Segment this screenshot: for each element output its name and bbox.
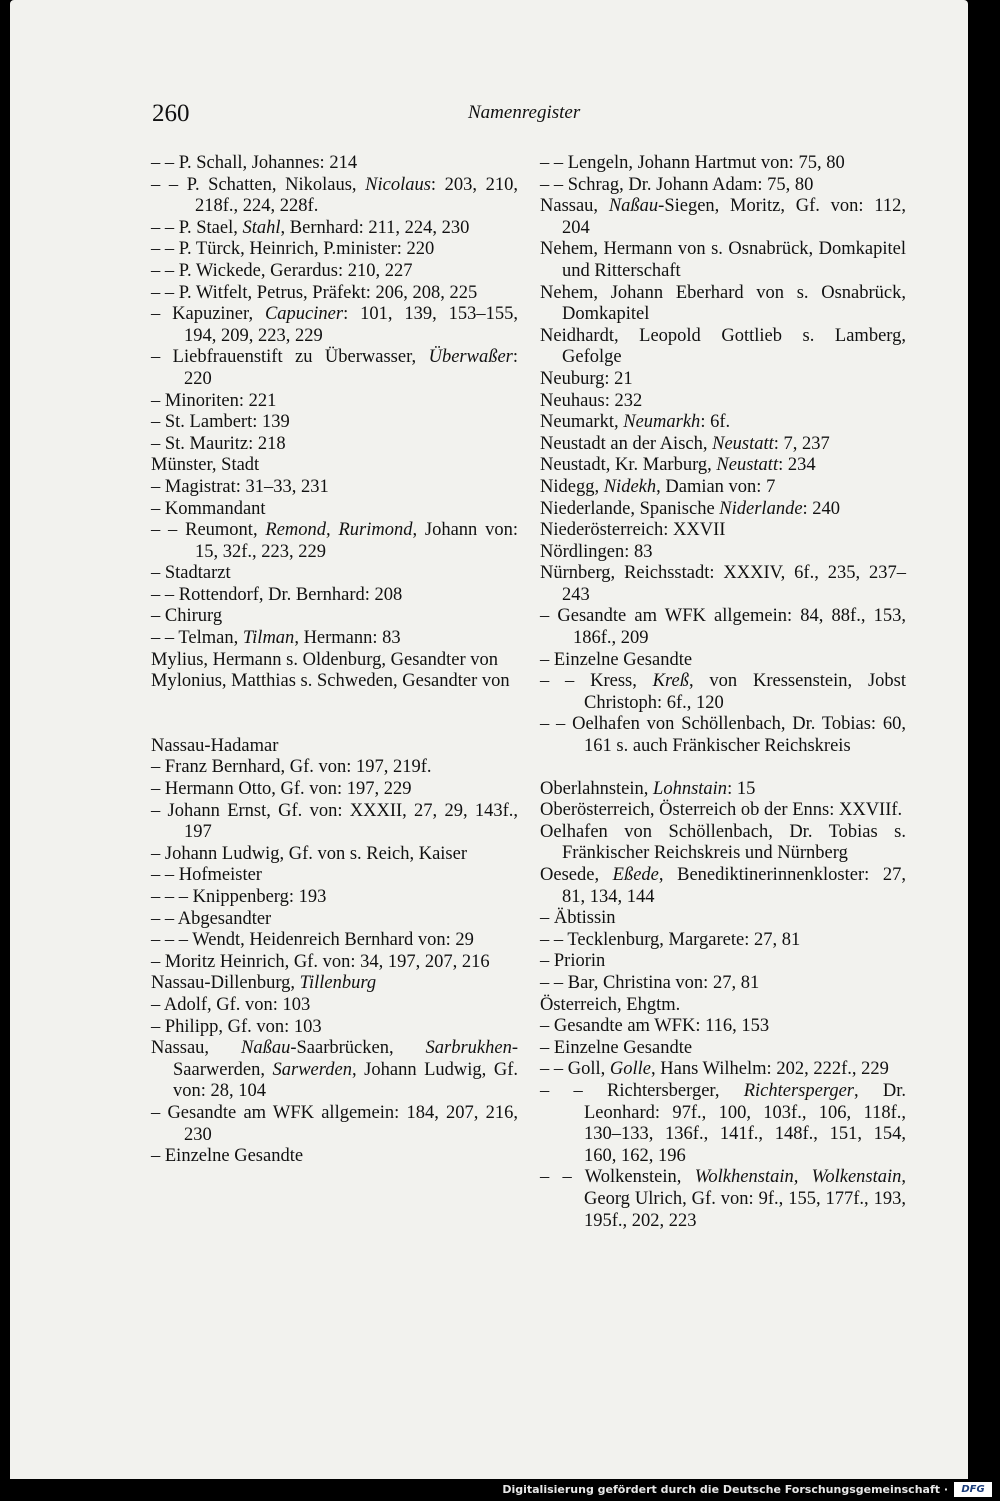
dfg-logo: DFG (954, 1482, 992, 1497)
index-subentry: – Kommandant (151, 498, 266, 519)
index-subentry: – – P. Schall, Johannes: 214 (151, 153, 358, 173)
index-subentry: – – Rottendorf, Dr. Bernhard: 208 (151, 584, 403, 605)
running-head: Namenregister (468, 102, 581, 123)
index-subentry: – – Reumont, Remond, Rurimond, Johann von: 15, 32f., 223, 229 (151, 520, 518, 562)
index-subentry: – – Abgesandter (151, 908, 272, 929)
index-subentry: – St. Lambert: 139 (151, 412, 290, 433)
digitization-footer (0, 1479, 1000, 1501)
index-heading: Neidhardt, Leopold Gottlieb s. Lamberg, Gefolge (540, 325, 906, 368)
index-subentry: – Magistrat: 31–33, 231 (151, 476, 329, 497)
index-heading: Neumarkt, Neumarkh: 6f. (540, 412, 731, 433)
index-heading: Oberösterreich, Österreich ob der Enns: XXVIIf. (540, 800, 903, 821)
index-heading: Nassau, Naßau-Siegen, Moritz, Gf. von: 112, 204 (540, 196, 906, 238)
index-column-right (540, 153, 906, 1232)
index-subentry: – Philipp, Gf. von: 103 (151, 1016, 322, 1037)
index-subentry: – Priorin (540, 951, 606, 972)
index-subentry: – Gesandte am WFK allgemein: 184, 207, 216, 230 (151, 1102, 518, 1145)
index-heading: Niederösterreich: XXVII (540, 520, 726, 541)
index-heading: Oberlahnstein, Lohnstain: 15 (540, 778, 756, 799)
index-column-left (151, 153, 518, 1168)
index-heading: Nassau-Hadamar (151, 735, 279, 756)
index-subentry: – Adolf, Gf. von: 103 (151, 994, 311, 1015)
index-subentry: – Moritz Heinrich, Gf. von: 34, 197, 207, 216 (151, 951, 490, 972)
index-subentry: – Einzelne Gesandte (151, 1146, 304, 1167)
index-subentry: – – Wolkenstein, Wolkhenstain, Wolkenstain, Georg Ulrich, Gf. von: 9f., 155, 177f., 193, 195f., 202, 223 (540, 1167, 907, 1231)
index-heading: Nassau, Naßau-Saarbrücken, Sarbrukhen-Saarwerden, Sarwerden, Johann Ludwig, Gf. von: 28, 104 (151, 1038, 518, 1102)
index-subentry: – Minoriten: 221 (151, 390, 277, 411)
index-heading: Nassau-Dillenburg, Tillenburg (151, 973, 377, 994)
index-heading: Münster, Stadt (151, 455, 260, 476)
index-heading: Neustadt an der Aisch, Neustatt: 7, 237 (540, 433, 830, 454)
index-heading: Österreich, Ehgtm. (540, 994, 681, 1015)
index-subentry: – – – Wendt, Heidenreich Bernhard von: 29 (151, 930, 474, 951)
index-subentry: – – Tecklenburg, Margarete: 27, 81 (540, 929, 801, 950)
index-heading: Oesede, Eßede, Benediktinerinnenkloster: 27, 81, 134, 144 (540, 865, 906, 907)
index-subentry: – Einzelne Gesandte (540, 649, 693, 670)
index-subentry: – – Telman, Tilman, Hermann: 83 (151, 628, 401, 649)
index-heading: Nehem, Johann Eberhard von s. Osnabrück, Domkapitel (540, 282, 906, 325)
index-subentry: – – Bar, Christina von: 27, 81 (540, 972, 760, 993)
index-heading: Mylius, Hermann s. Oldenburg, Gesandter von (151, 649, 498, 670)
index-heading: Niederlande, Spanische Niderlande: 240 (540, 498, 841, 519)
index-subentry: – Johann Ernst, Gf. von: XXXII, 27, 29, 143f., 197 (151, 800, 518, 843)
section-gap (151, 693, 518, 736)
index-subentry: – – – Knippenberg: 193 (151, 887, 327, 907)
index-subentry: – Gesandte am WFK: 116, 153 (540, 1016, 770, 1037)
index-heading: Oelhafen von Schöllenbach, Dr. Tobias s. Fränkischer Reichskreis und Nürnberg (540, 821, 906, 864)
section-gap (540, 758, 906, 779)
index-subentry: – – Goll, Golle, Hans Wilhelm: 202, 222f., 229 (540, 1059, 889, 1080)
index-subentry: – Hermann Otto, Gf. von: 197, 229 (151, 779, 412, 800)
index-subentry: – – P. Witfelt, Petrus, Präfekt: 206, 208, 225 (151, 282, 478, 303)
index-subentry: – – P. Stael, Stahl, Bernhard: 211, 224, 230 (151, 217, 470, 238)
index-heading: Neustadt, Kr. Marburg, Neustatt: 234 (540, 455, 816, 476)
index-subentry: – – Richtersberger, Richtersperger, Dr. Leonhard: 97f., 100, 103f., 106, 118f., 130–133, 136f., 141f., 148f., 151, 154, 160, 162, 196 (540, 1080, 906, 1166)
funding-credit: Digitalisierung gefördert durch die Deutsche Forschungsgemeinschaft · (502, 1483, 948, 1496)
index-heading: Neuburg: 21 (540, 368, 633, 389)
index-subentry: – Stadtarzt (151, 563, 231, 584)
index-subentry: – Äbtissin (540, 908, 616, 929)
index-subentry: – – P. Wickede, Gerardus: 210, 227 (151, 260, 413, 281)
index-subentry: – Johann Ludwig, Gf. von s. Reich, Kaiser (151, 843, 467, 864)
index-heading: Nördlingen: 83 (540, 541, 653, 562)
index-subentry: – Franz Bernhard, Gf. von: 197, 219f. (151, 757, 432, 778)
page-number: 260 (152, 100, 190, 127)
index-subentry: – – Lengeln, Johann Hartmut von: 75, 80 (540, 153, 845, 173)
page-header (10, 100, 968, 136)
index-subentry: – Gesandte am WFK allgemein: 84, 88f., 153, 186f., 209 (540, 606, 906, 649)
index-subentry: – – P. Schatten, Nikolaus, Nicolaus: 203, 210, 218f., 224, 228f. (151, 174, 518, 217)
index-subentry: – Kapuziner, Capuciner: 101, 139, 153–155, 194, 209, 223, 229 (151, 304, 519, 346)
index-heading: Nidegg, Nidekh, Damian von: 7 (540, 476, 776, 497)
index-subentry: – Einzelne Gesandte (540, 1037, 693, 1058)
index-subentry: – St. Mauritz: 218 (151, 433, 286, 454)
book-page (10, 0, 968, 1501)
index-subentry: – – P. Türck, Heinrich, P.minister: 220 (151, 239, 435, 260)
index-subentry: – – Kress, Kreß, von Kressenstein, Jobst Christoph: 6f., 120 (540, 671, 906, 713)
index-subentry: – – Hofmeister (151, 865, 262, 886)
index-heading: Mylonius, Matthias s. Schweden, Gesandter von (151, 671, 510, 692)
index-subentry: – – Oelhafen von Schöllenbach, Dr. Tobias: 60, 161 s. auch Fränkischer Reichskreis (540, 714, 906, 757)
index-subentry: – Liebfrauenstift zu Überwasser, Überwaßer: 220 (151, 347, 518, 389)
index-heading: Nürnberg, Reichsstadt: XXXIV, 6f., 235, 237–243 (540, 563, 906, 605)
index-subentry: – Chirurg (151, 606, 223, 627)
index-heading: Neuhaus: 232 (540, 390, 643, 411)
index-subentry: – – Schrag, Dr. Johann Adam: 75, 80 (540, 174, 814, 195)
index-heading: Nehem, Hermann von s. Osnabrück, Domkapitel und Ritterschaft (540, 239, 906, 281)
